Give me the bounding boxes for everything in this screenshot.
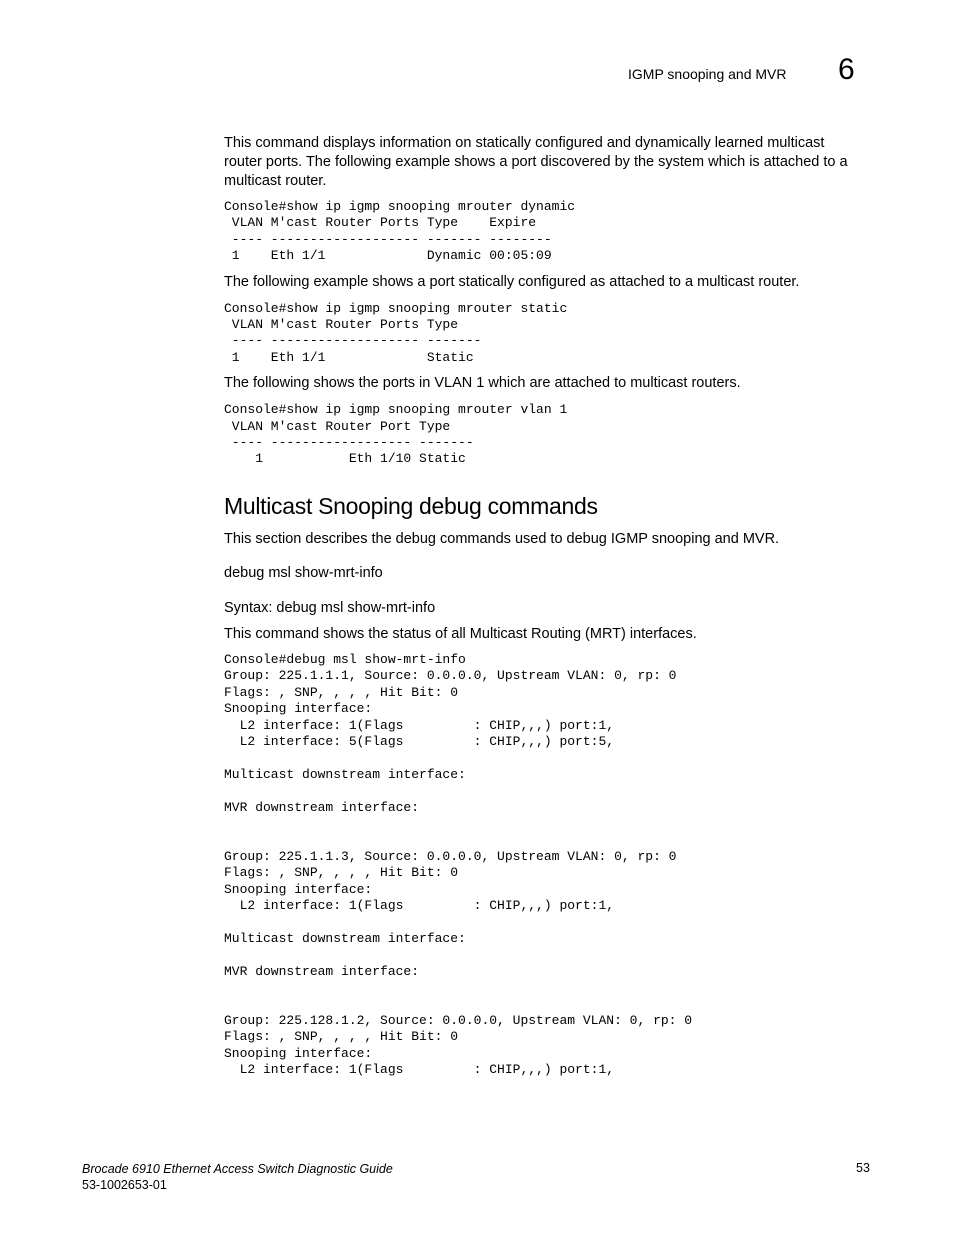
vlan-example-paragraph: The following shows the ports in VLAN 1 which are attached to multicast routers. [224, 375, 741, 392]
footer-doc-title: Brocade 6910 Ethernet Access Switch Diagnostic Guide [82, 1162, 393, 1176]
chapter-number: 6 [838, 53, 855, 86]
static-example-paragraph: The following example shows a port statically configured as attached to a multicast router. [224, 273, 800, 290]
footer-document-info [82, 1161, 393, 1193]
code-example-vlan: Console#show ip igmp snooping mrouter vlan 1 VLAN M'cast Router Port Type ---- ------------------ ------- 1 Eth 1/10 Static [224, 402, 568, 467]
running-header-title: IGMP snooping and MVR [628, 66, 787, 82]
section-description: This section describes the debug commands used to debug IGMP snooping and MVR. [224, 530, 780, 547]
footer-doc-number: 53-1002653-01 [82, 1178, 167, 1192]
command-description: This command shows the status of all Multicast Routing (MRT) interfaces. [224, 625, 697, 642]
footer-page-number: 53 [856, 1161, 870, 1175]
code-example-dynamic: Console#show ip igmp snooping mrouter dynamic VLAN M'cast Router Ports Type Expire ---- ------------------- ------- -------- 1 Eth 1/1 Dynamic 00:05:09 [224, 199, 576, 264]
page-content [224, 134, 864, 1078]
intro-paragraph: This command displays information on statically configured and dynamically learned multicast router ports. The following example shows a port discovered by the system which is attached to a multicast router. [224, 135, 848, 189]
code-example-static: Console#show ip igmp snooping mrouter static VLAN M'cast Router Ports Type ---- ------------------- ------- 1 Eth 1/1 Static [224, 300, 568, 365]
command-name: debug msl show-mrt-info [224, 564, 383, 581]
command-syntax: Syntax: debug msl show-mrt-info [224, 599, 436, 616]
code-example-mrt-info: Console#debug msl show-mrt-info Group: 225.1.1.1, Source: 0.0.0.0, Upstream VLAN: 0, rp: 0 Flags: , SNP, , , , Hit Bit: 0 Snooping interface: L2 interface: 1(Flags : CHIP,,,) port:1, L2 interface: 5(Flags : CHIP,,,) port:5, Multicast downstream interface: MVR downstream interface: Group: 225.1.1.3, Source: 0.0.0.0, Upstream VLAN: 0, rp: 0 Flags: , SNP, , , , Hit Bit: 0 Snooping interface: L2 interface: 1(Flags : CHIP,,,) port:1, Multicast downstream interface: MVR downstream interface: Group: 225.128.1.2, Source: 0.0.0.0, Upstream VLAN: 0, rp: 0 Flags: , SNP, , , , Hit Bit: 0 Snooping interface: L2 interface: 1(Flags : CHIP,,,) port:1, [224, 651, 693, 1078]
section-heading: Multicast Snooping debug commands [224, 492, 598, 519]
